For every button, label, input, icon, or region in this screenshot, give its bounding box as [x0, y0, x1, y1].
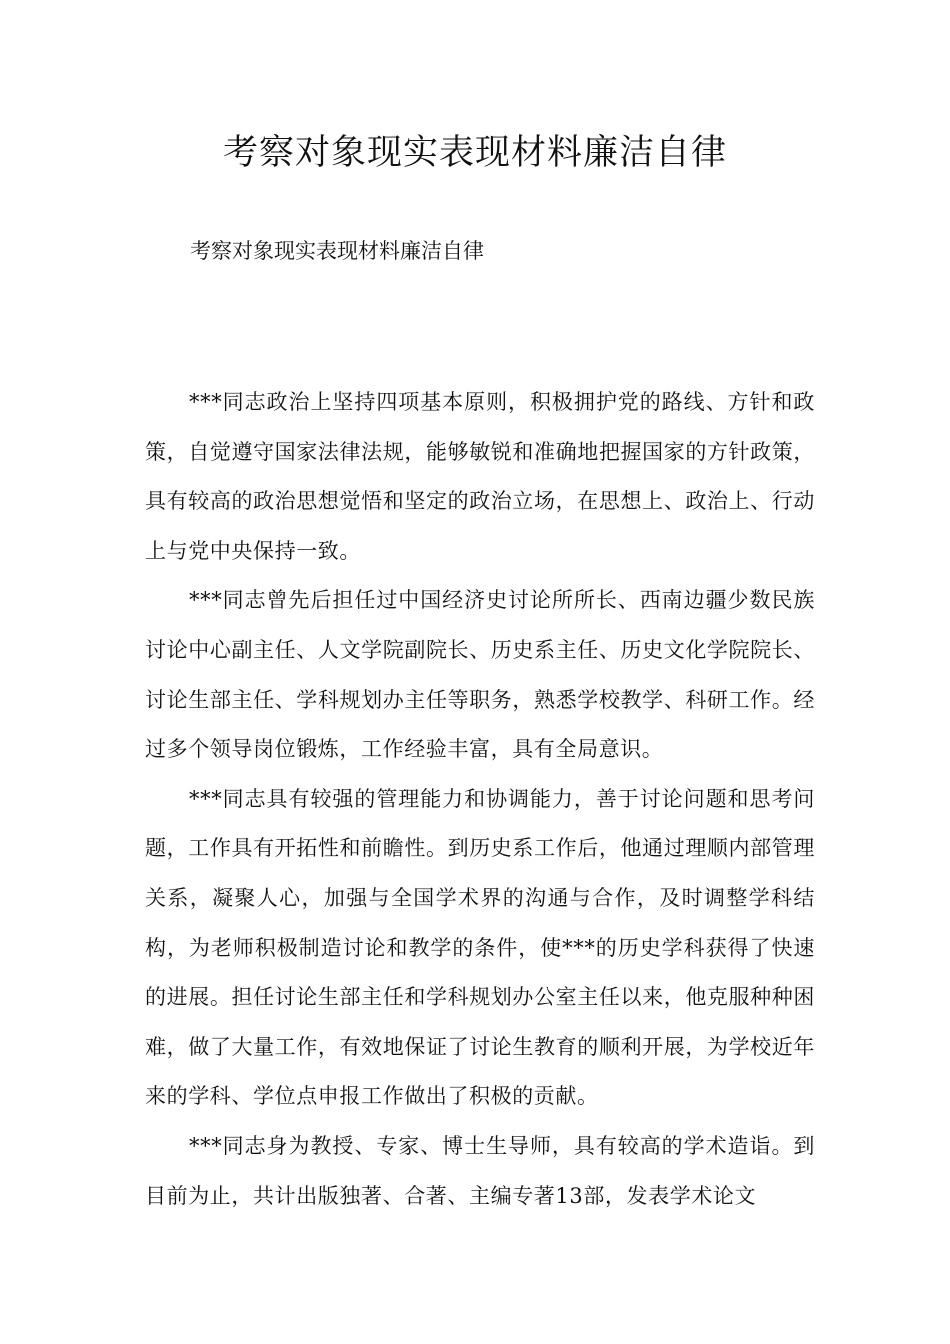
document-title: 考察对象现实表现材料廉洁自律 — [222, 133, 727, 173]
paragraph-work-experience: ***同志曾先后担任过中国经济史讨论所所长、西南边疆少数民族讨论中心副主任、人文学院副院长、历史系主任、历史文化学院院长、讨论生部主任、学科规划办主任等职务，熟悉学校教学、科研工作。经过多个领导岗位锻炼，工作经验丰富，具有全局意识。 — [145, 588, 815, 762]
document-body — [145, 378, 815, 1221]
paragraph-political-stance: ***同志政治上坚持四项基本原则，积极拥护党的路线、方针和政策，自觉遵守国家法律法规，能够敏锐和准确地把握国家的方针政策，具有较高的政治思想觉悟和坚定的政治立场，在思想上、政治上、行动上与党中央保持一致。 — [145, 390, 815, 563]
document-subtitle: 考察对象现实表现材料廉洁自律 — [190, 239, 484, 263]
paragraph-management-ability: ***同志具有较强的管理能力和协调能力，善于讨论问题和思考问题，工作具有开拓性和前瞻性。到历史系工作后，他通过理顺内部管理关系，凝聚人心，加强与全国学术界的沟通与合作，及时调整学科结构，为老师积极制造讨论和教学的条件，使***的历史学科获得了快速的进展。担任讨论生部主任和学科规划办公室主任以来，他克服种种困难，做了大量工作，有效地保证了讨论生教育的顺利开展，为学校近年来的学科、学位点申报工作做出了积极的贡献。 — [145, 786, 815, 1109]
paragraph-academic-achievement: ***同志身为教授、专家、博士生导师，具有较高的学术造诣。到目前为止，共计出版独著、合著、主编专著13部，发表学术论文 — [145, 1133, 815, 1208]
